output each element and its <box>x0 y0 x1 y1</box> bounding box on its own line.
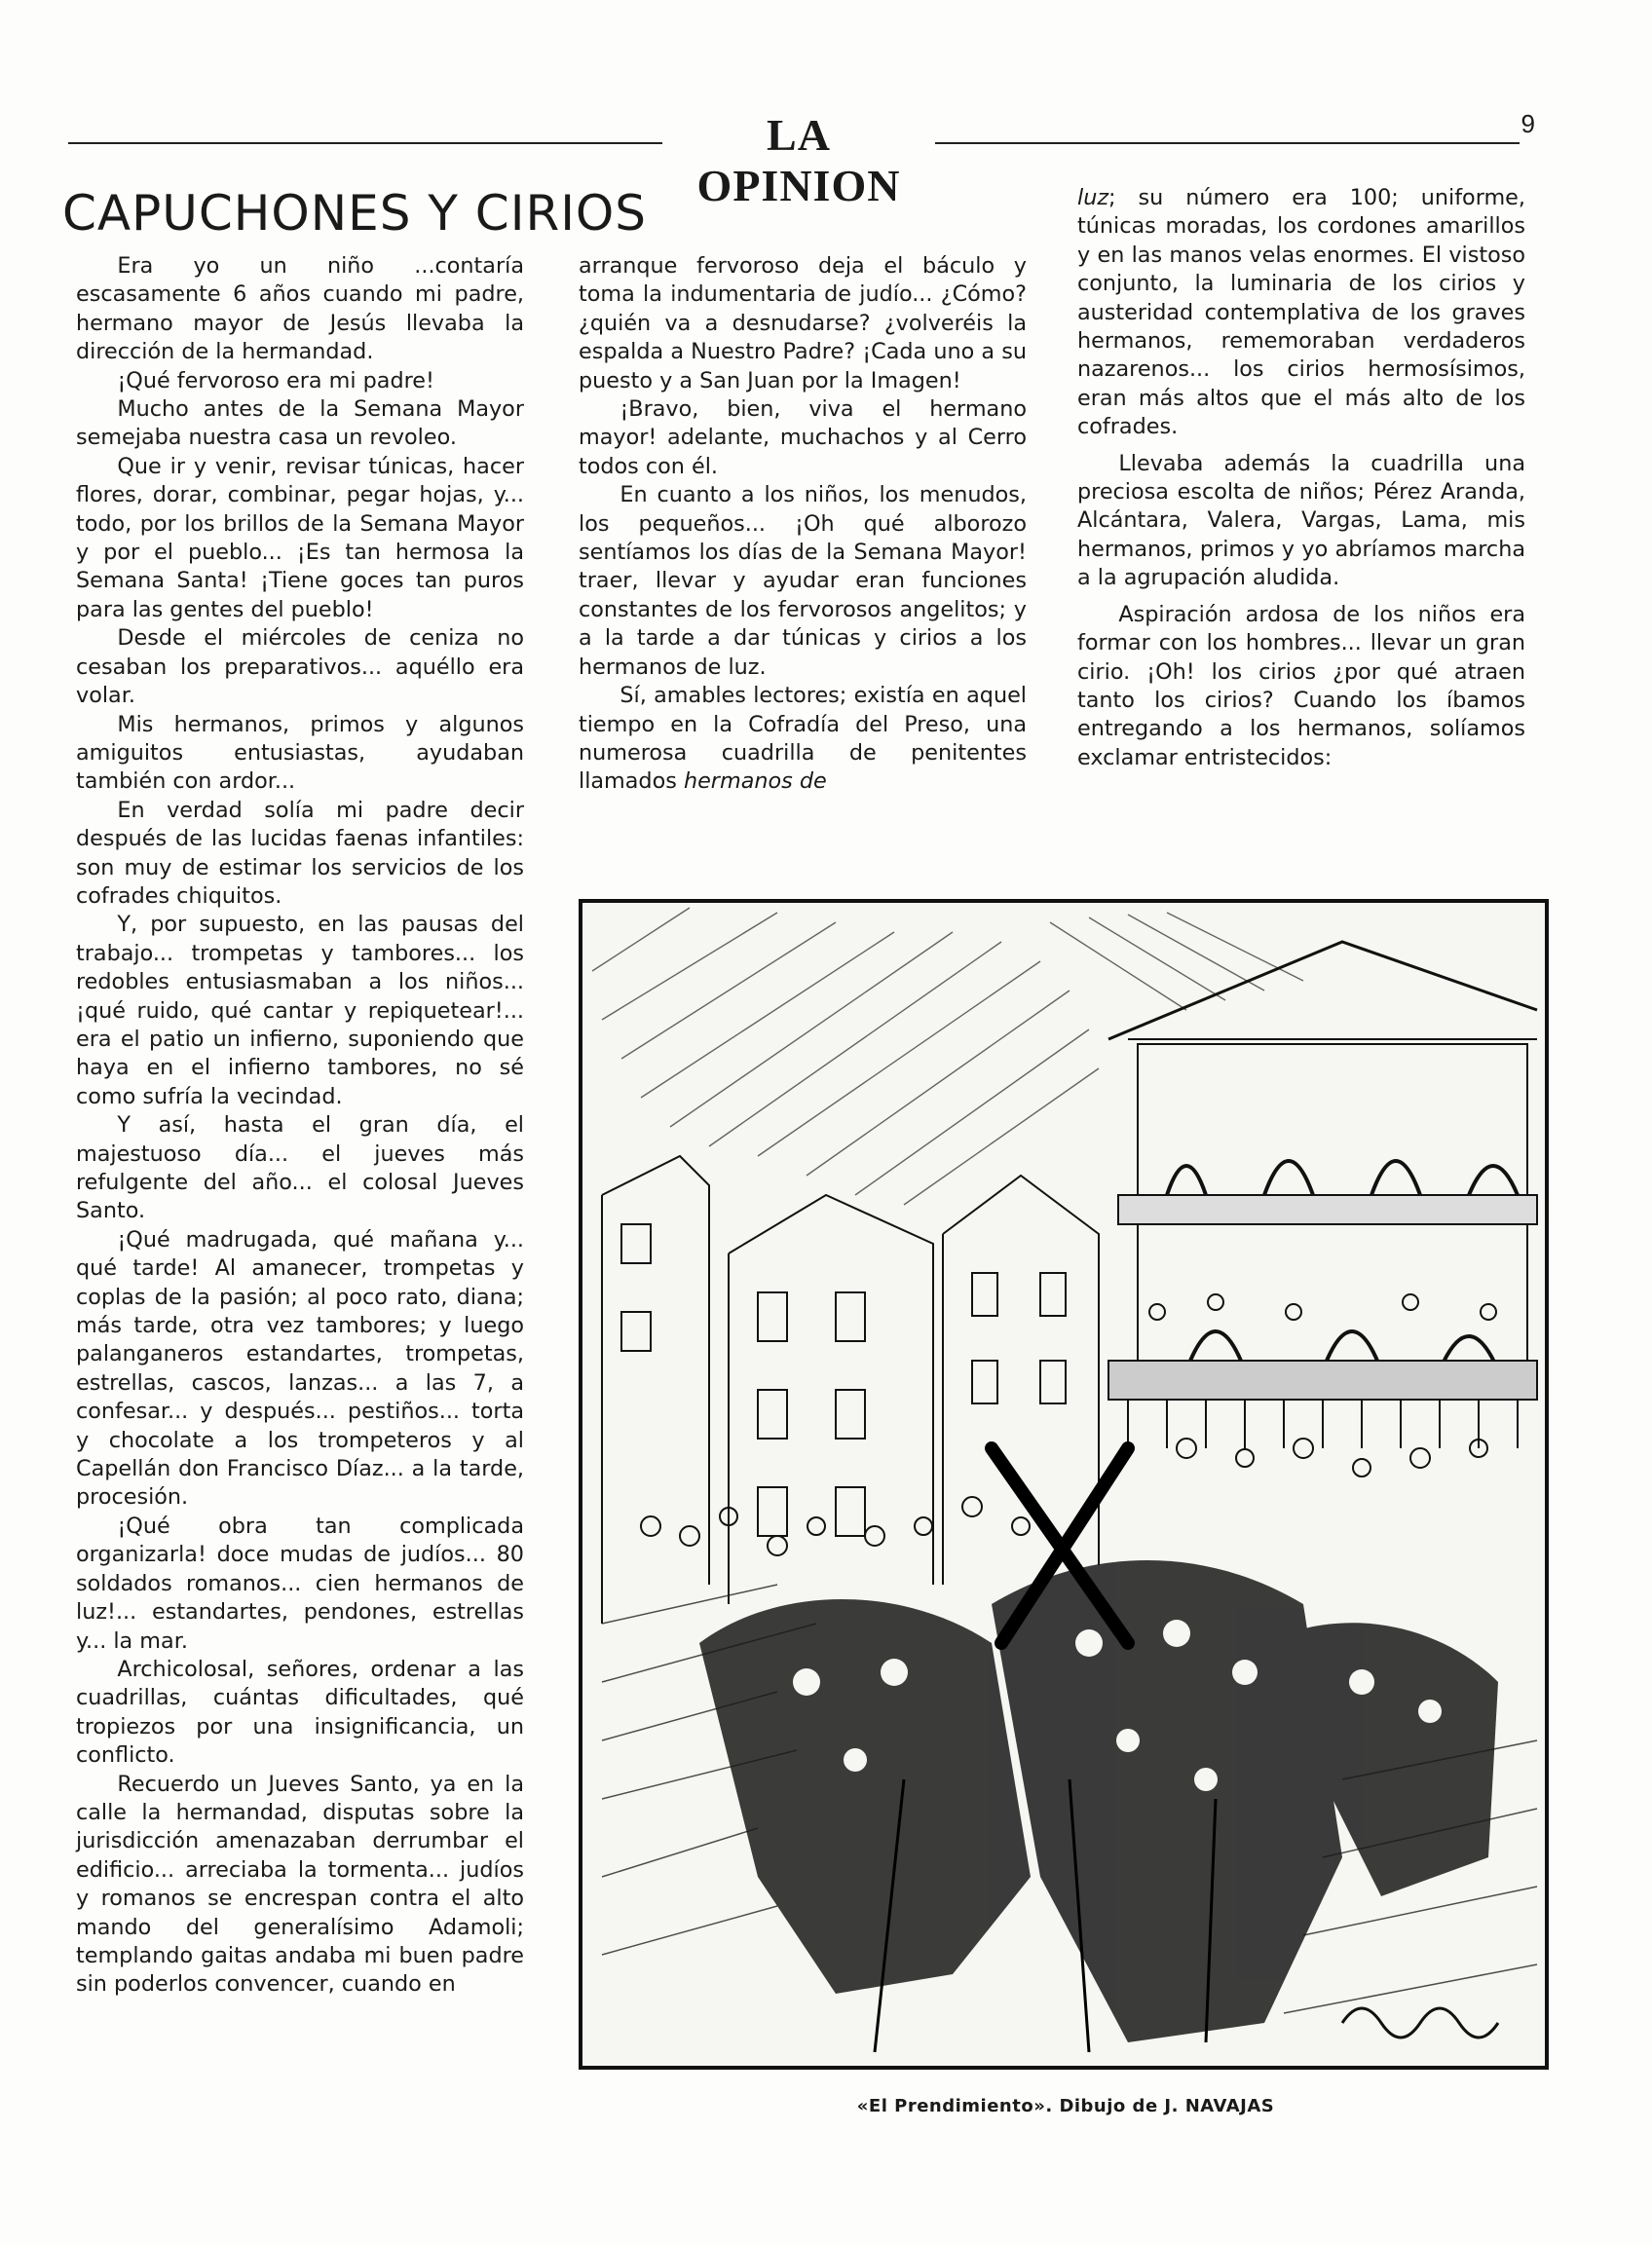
paragraph: ¡Bravo, bien, viva el hermano mayor! adelante, muchachos y al Cerro todos con él. <box>579 396 1027 479</box>
illustration-caption: «El Prendimiento». Dibujo de J. NAVAJAS <box>856 2096 1275 2116</box>
paragraph <box>579 682 1027 797</box>
paragraph: Era yo un niño ...contaría escasamente 6 años cuando mi padre, hermano mayor de Jesús llevaba la dirección de la hermandad. <box>76 253 524 365</box>
procession-drawing <box>582 903 1545 2066</box>
header-rule-right <box>935 142 1520 144</box>
paragraph: arranque fervoroso deja el báculo y toma la indumentaria de judío... ¿Cómo? ¿quién va a desnudarse? ¿volveréis la espalda a Nuestro Padre? ¡Cada uno a su puesto y a San Juan por la Imagen! <box>579 253 1027 393</box>
paragraph: Desde el miércoles de ceniza no cesaban los preparativos... aquéllo era volar. <box>76 625 524 709</box>
article-column-3 <box>1077 184 1525 772</box>
paragraph-text: Sí, amables lectores; existía en aquel tiempo en la Cofradía del Preso, una numerosa cuadrilla de penitentes llamados <box>579 683 1027 795</box>
illustration-frame <box>579 899 1549 2070</box>
paragraph: Mucho antes de la Semana Mayor semejaba nuestra casa un revoleo. <box>76 396 524 451</box>
paragraph: ¡Qué fervoroso era mi padre! <box>117 367 434 393</box>
page-number: 9 <box>1521 109 1535 138</box>
paragraph: Archicolosal, señores, ordenar a las cuadrillas, cuántas dificultades, qué tropiezos por una insignificancia, un conflicto. <box>76 1656 524 1769</box>
paragraph: Que ir y venir, revisar túnicas, hacer flores, dorar, combinar, pegar hojas, y... todo, por los brillos de la Semana Mayor y por el pueblo... ¡Es tan hermosa la Semana Santa! ¡Tiene goces tan puros para las gentes del pueblo! <box>76 453 524 622</box>
paragraph: Llevaba además la cuadrilla una preciosa escolta de niños; Pérez Aranda, Alcántara, Valera, Vargas, Lama, mis hermanos, primos y yo abríamos marcha a la agrupación aludida. <box>1077 450 1525 591</box>
article-column-2 <box>579 252 1027 797</box>
paragraph <box>1077 184 1525 442</box>
paragraph-text: ; su número era 100; uniforme, túnicas moradas, los cordones amarillos y en las manos velas enormes. El vistoso conjunto, la luminaria de los cirios y austeridad contemplativa de los graves hermanos, rememoraban verdaderos nazarenos... los cirios hermosísimos, eran más altos que el más alto de los cofrades. <box>1077 185 1525 440</box>
paragraph: Mis hermanos, primos y algunos amiguitos entusiastas, ayudaban también con ardor... <box>76 711 524 795</box>
paragraph: En cuanto a los niños, los menudos, los pequeños... ¡Oh qué alborozo sentíamos los días de la Semana Mayor! traer, llevar y ayudar eran funciones constantes de los fervorosos angelitos; y a la tarde a dar túnicas y cirios a los hermanos de luz. <box>579 482 1027 680</box>
paragraph: Y así, hasta el gran día, el majestuoso día... el jueves más refulgente del año... el colosal Jueves Santo. <box>76 1112 524 1224</box>
paragraph: ¡Qué madrugada, qué mañana y... qué tarde! Al amanecer, trompetas y coplas de la pasión; al poco rato, diana; más tarde, otra vez tambores; y luego palanganeros estandartes, trompetas, estrellas, cascos, lanzas... a las 7, a confesar... y después... pestiños... torta y chocolate a los trompeteros y al Capellán don Francisco Díaz... a la tarde, procesión. <box>76 1226 524 1511</box>
paragraph: En verdad solía mi padre decir después de las lucidas faenas infantiles: son muy de estimar los servicios de los cofrades chiquitos. <box>76 797 524 909</box>
masthead-title: LA OPINION <box>696 110 901 210</box>
article-column-1 <box>76 252 524 2000</box>
italic-phrase: hermanos de <box>683 768 827 795</box>
header-rule-left <box>68 142 662 144</box>
paragraph: Recuerdo un Jueves Santo, ya en la calle la hermandad, disputas sobre la jurisdicción amenazaban derrumbar el edificio... arreciaba la tormenta... judíos y romanos se encrespan contra el alto mando del generalísimo Adamoli; templando gaitas andaba mi buen padre sin poderlos convencer, cuando en <box>76 1771 524 1998</box>
paragraph: Y, por supuesto, en las pausas del trabajo... trompetas y tambores... los redobles entusiasmaban a los niños... ¡qué ruido, qué cantar y repiquetear!... era el patio un infierno, suponiendo que haya en el infierno tambores, no sé como sufría la vecindad. <box>76 912 524 1109</box>
paragraph: Aspiración ardosa de los niños era formar con los hombres... llevar un gran cirio. ¡Oh! los cirios ¿por qué atraen tanto los cirios? Cuando los íbamos entregando a los hermanos, solíamos exclamar entristecidos: <box>1077 601 1525 770</box>
paragraph: ¡Qué obra tan complicada organizarla! doce mudas de judíos... 80 soldados romanos... cien hermanos de luz!... estandartes, pendones, estrellas y... la mar. <box>76 1513 524 1654</box>
italic-phrase: luz <box>1077 185 1109 210</box>
article-title: CAPUCHONES Y CIRIOS <box>62 185 648 242</box>
